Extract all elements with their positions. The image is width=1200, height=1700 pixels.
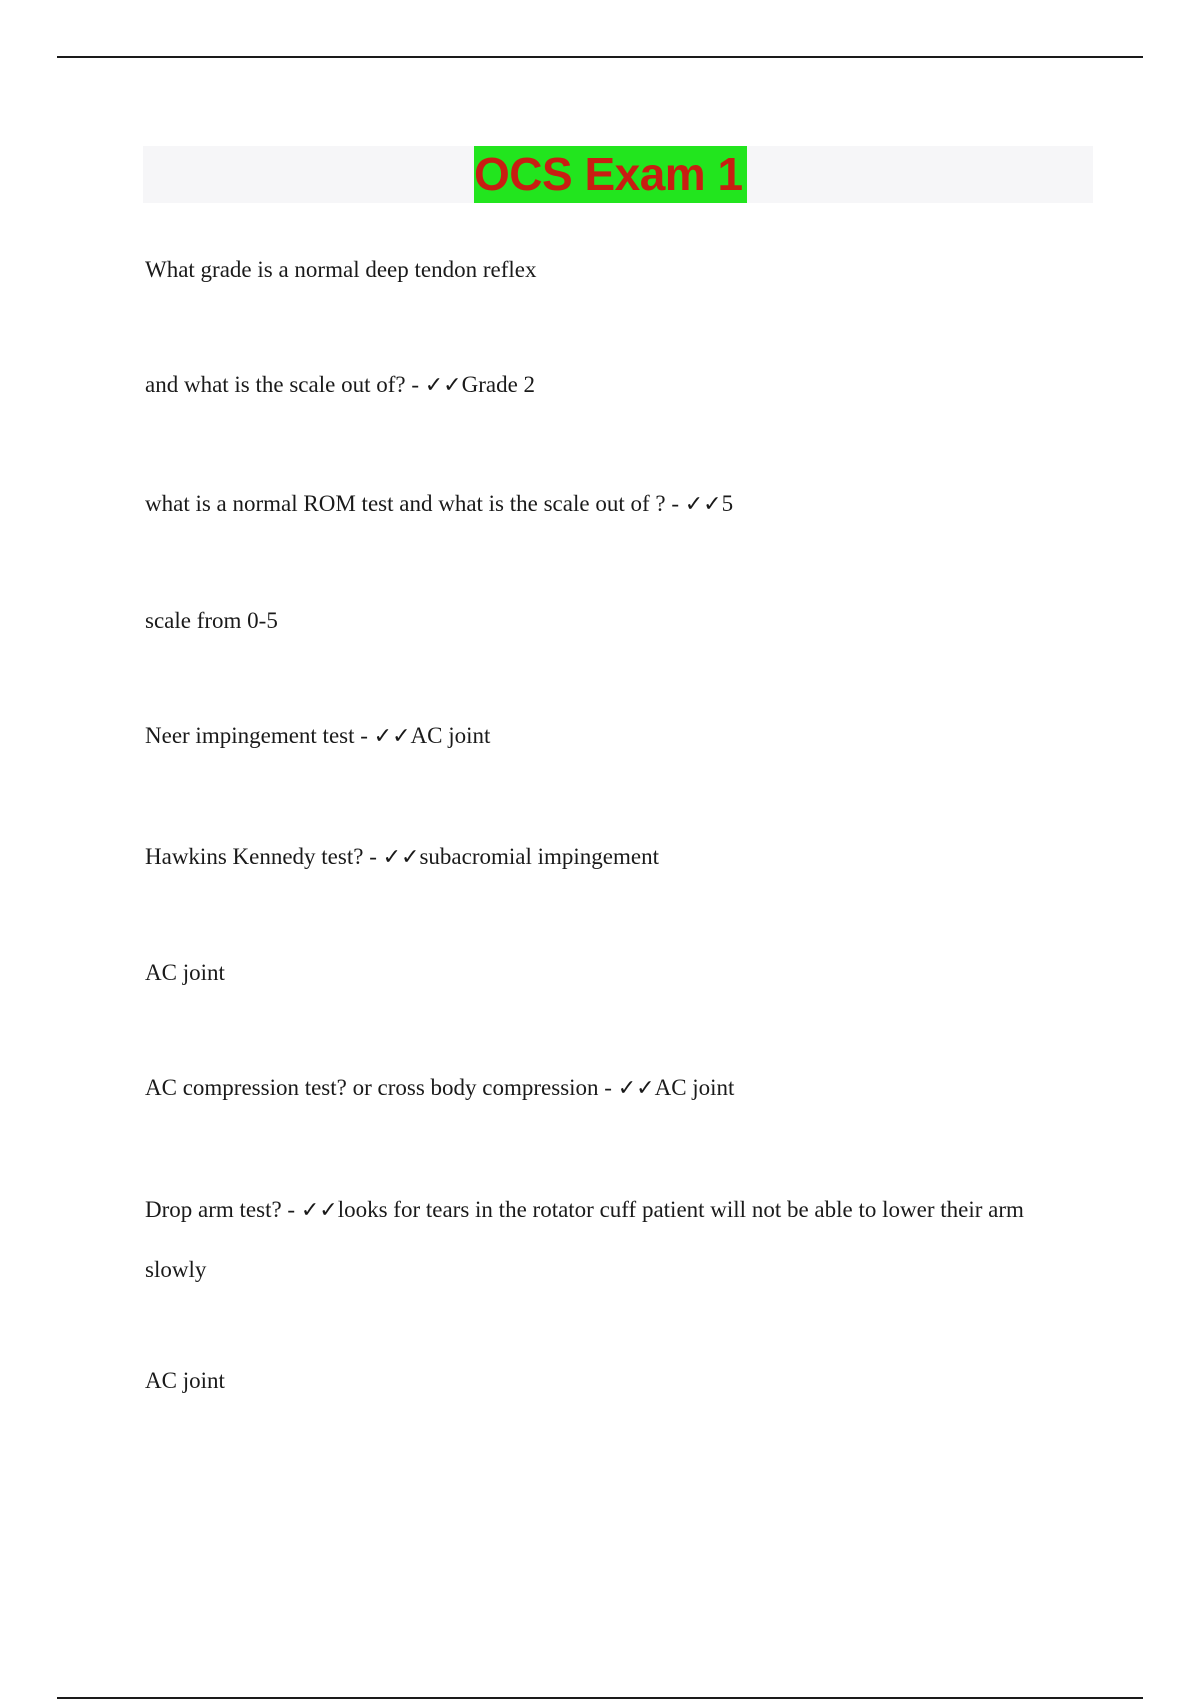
question-text: AC compression test? or cross body compression - — [145, 1075, 618, 1100]
answer-text: AC joint — [410, 723, 491, 748]
qa-line — [145, 371, 535, 400]
answer-text: subacromial impingement — [419, 844, 660, 869]
answer-text: AC joint — [654, 1075, 735, 1100]
text-line — [145, 256, 536, 284]
qa-line — [145, 490, 733, 519]
double-check-icon: ✓✓ — [684, 492, 722, 517]
double-check-icon: ✓✓ — [424, 373, 462, 398]
question-text: Drop arm test? - — [145, 1197, 301, 1222]
answer-text: looks for tears in the rotator cuff patient will not be able to lower their arm — [337, 1197, 1024, 1222]
question-text: Hawkins Kennedy test? - — [145, 844, 383, 869]
line-text: AC joint — [145, 1368, 225, 1393]
text-line — [145, 959, 225, 987]
double-check-icon: ✓✓ — [382, 845, 420, 870]
double-check-icon: ✓✓ — [373, 724, 411, 749]
text-line — [145, 1256, 206, 1284]
line-text: slowly — [145, 1257, 207, 1282]
answer-text: 5 — [721, 491, 734, 516]
qa-line — [145, 843, 659, 872]
question-text: and what is the scale out of? - — [145, 372, 425, 397]
qa-line — [145, 722, 490, 751]
line-text: AC joint — [145, 960, 225, 985]
double-check-icon: ✓✓ — [617, 1076, 655, 1101]
document-title: OCS Exam 1 — [474, 146, 747, 203]
text-line — [145, 1367, 225, 1395]
line-text: What grade is a normal deep tendon reflex — [145, 257, 537, 282]
text-line — [145, 607, 278, 635]
answer-text: Grade 2 — [461, 372, 536, 397]
qa-line — [145, 1196, 1024, 1225]
qa-line — [145, 1074, 734, 1103]
line-text: scale from 0-5 — [145, 608, 278, 633]
question-text: Neer impingement test - — [145, 723, 374, 748]
footer-rule — [57, 1697, 1143, 1699]
question-text: what is a normal ROM test and what is the scale out of ? - — [145, 491, 685, 516]
header-rule — [57, 56, 1143, 58]
double-check-icon: ✓✓ — [300, 1198, 338, 1223]
